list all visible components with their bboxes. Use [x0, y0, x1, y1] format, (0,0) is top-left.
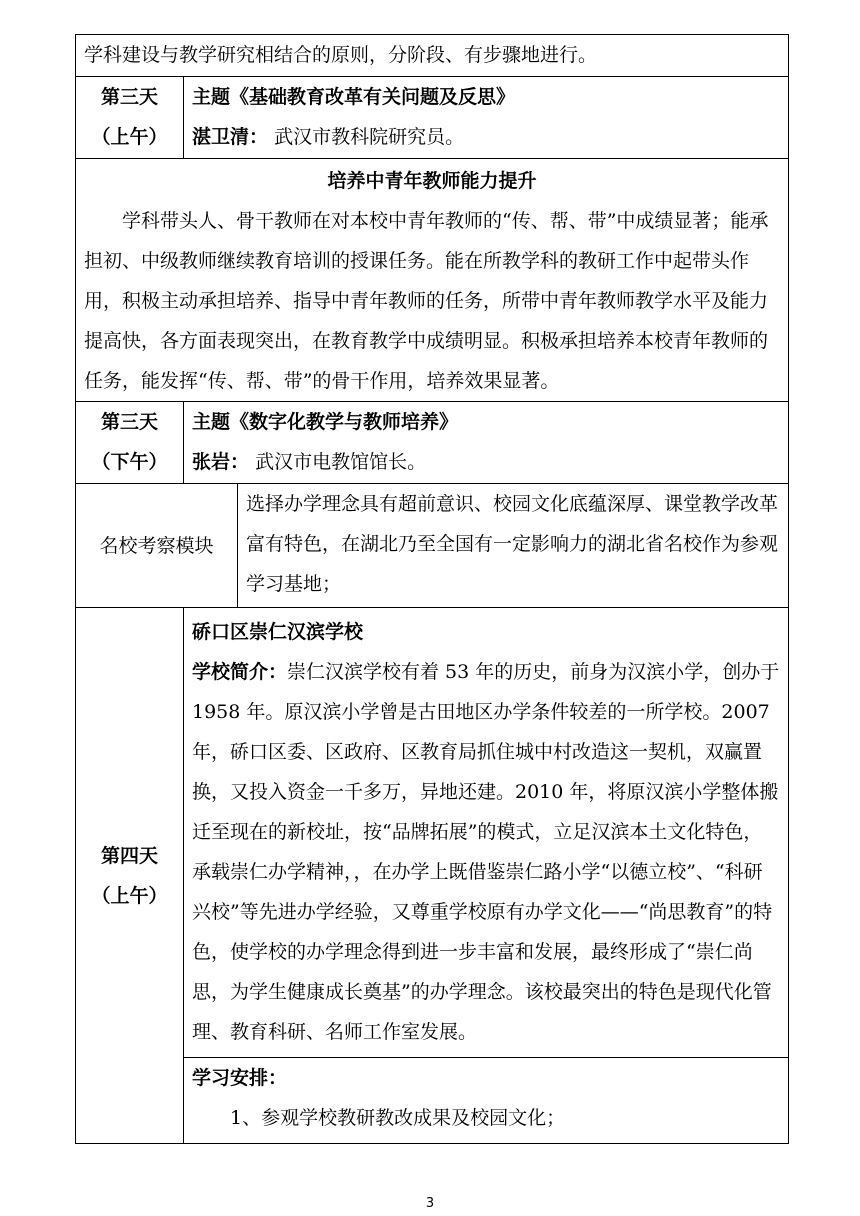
day4-arrange-label: 学习安排：: [192, 1067, 288, 1089]
day4-am-intro-label: 学校简介：: [192, 661, 288, 683]
day4-am-intro: 崇仁汉滨学校有着 53 年的历史，前身为汉滨小学，创办于 1958 年。原汉滨小学曾是古田地区办学条件较差的一所学校。2007年，硚口区委、区政府、区教育局抓住城中村改造这一契机，双赢置换，又投入资金一千多万，异地还建。2010 年，将原汉滨小学整体搬迁至现在的新校址，按“品牌拓展”的模式，立足汉滨本土文化特色，承载崇仁办学精神，，在办学上既借鉴崇仁路小学“以德立校”、“科研兴校”等先进办学经验，又尊重学校原有办学文化——“尚思教育”的特色，使学校的办学理念得到进一步丰富和发展，最终形成了“崇仁尚思，为学生健康成长奠基”的办学理念。该校最突出的特色是现代化管理、教育科研、名师工作室发展。: [192, 661, 780, 1043]
day4-am-school: 硚口区崇仁汉滨学校: [192, 621, 364, 643]
schedule-table: [75, 34, 789, 1144]
day3-pm-topic: 主题《数字化教学与教师培养》: [192, 411, 459, 433]
module-desc: 选择办学理念具有超前意识、校园文化底蕴深厚、课堂教学改革富有特色，在湖北乃至全国有一定影响力的湖北省名校作为参观学习基地；: [246, 493, 779, 595]
day3-am-topic: 主题《基础教育改革有关问题及反思》: [192, 86, 516, 108]
training-body: 学科带头人、骨干教师在对本校中青年教师的“传、帮、带”中成绩显著；能承担初、中级教师继续教育培训的授课任务。能在所教学科的教研工作中起带头作用，积极主动承担培养、指导中青年教师的任务，所带中青年教师教学水平及能力提高快，各方面表现突出，在教育教学中成绩明显。积极承担培养本校青年教师的任务，能发挥“传、帮、带”的骨干作用，培养效果显著。: [84, 210, 769, 392]
page-number: 3: [425, 1196, 435, 1211]
module-label: 名校考察模块: [99, 534, 214, 557]
day3-pm-row: [76, 402, 789, 484]
day4-am-day: 第四天: [100, 844, 158, 867]
day3-am-period: （上午）: [91, 126, 168, 148]
intro-tail-row: [76, 35, 789, 77]
day4-am-row: [76, 608, 789, 1058]
day3-am-row: [76, 77, 789, 159]
intro-tail-text: 学科建设与教学研究相结合的原则，分阶段、有步骤地进行。: [84, 44, 598, 66]
module-row: [76, 484, 789, 608]
day4-arrange-item-1: 1、参观学校教研教改成果及校园文化；: [230, 1107, 566, 1129]
training-row: [76, 159, 789, 402]
day3-pm-period: （下午）: [91, 451, 168, 473]
training-title: 培养中青年教师能力提升: [327, 170, 537, 192]
day3-pm-speaker-title: 武汉市电教馆馆长。: [255, 451, 427, 473]
day4-am-period: （上午）: [91, 884, 168, 907]
day3-pm-day: 第三天: [100, 411, 158, 433]
day3-am-day: 第三天: [100, 86, 158, 108]
day3-am-speaker-title: 武汉市教科院研究员。: [274, 126, 465, 148]
day3-pm-speaker-name: 张岩：: [192, 451, 250, 473]
day3-am-speaker-name: 湛卫清：: [192, 126, 269, 148]
